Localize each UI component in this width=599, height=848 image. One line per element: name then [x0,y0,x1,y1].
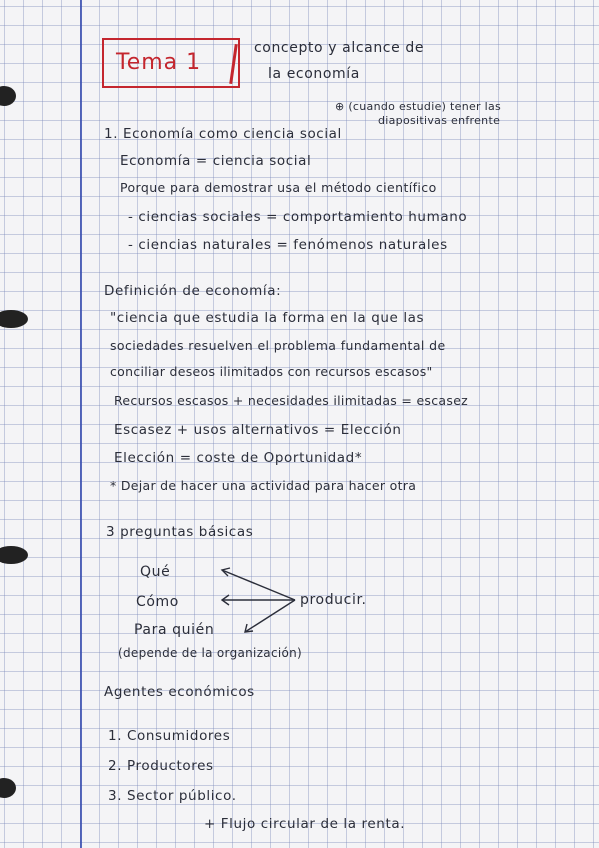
definition-quote-line: sociedades resuelven el problema fundamental de [110,338,446,353]
definition-equation: Recursos escasos + necesidades ilimitadas = escasez [114,393,469,408]
section1-line: Porque para demostrar usa el método científico [120,180,437,195]
arrows-group [222,568,295,632]
question-item: Cómo [136,594,179,610]
question-item: Para quién [134,622,215,638]
question-item: Qué [140,564,171,580]
agent-item: 3. Sector público. [108,788,237,804]
agent-item: 1. Consumidores [108,728,231,744]
questions-heading: 3 preguntas básicas [106,524,254,540]
definition-heading: Definición de economía: [104,283,282,299]
side-note-line1: ⊕ (cuando estudie) tener las [335,100,502,113]
agent-item: 2. Productores [108,758,214,774]
section1-line: Economía = ciencia social [120,153,312,169]
questions-note: (depende de la organización) [118,646,303,660]
definition-equation: Escasez + usos alternativos = Elección [114,422,402,438]
title-subtitle-line2: la economía [268,66,360,82]
section1-line: - ciencias sociales = comportamiento humano [128,209,468,225]
definition-quote-line: conciliar deseos ilimitados con recursos escasos" [110,364,433,379]
definition-quote-line: "ciencia que estudia la forma en la que las [110,310,425,326]
agents-extra: + Flujo circular de la renta. [204,816,406,832]
arrow-to-para-quien [245,600,295,632]
agents-heading: Agentes económicos [104,684,255,700]
arrow-to-que [222,570,295,600]
definition-equation: Elección = coste de Oportunidad* [114,450,363,466]
page-title: Tema 1 [116,50,202,75]
title-subtitle-line1: concepto y alcance de [254,40,425,56]
definition-footnote: * Dejar de hacer una actividad para hacer otra [110,478,417,493]
side-note-line2: diapositivas enfrente [378,114,501,127]
section1-line: - ciencias naturales = fenómenos naturales [128,237,448,253]
questions-target: producir. [300,592,367,608]
section1-heading: 1. Economía como ciencia social [104,126,342,142]
